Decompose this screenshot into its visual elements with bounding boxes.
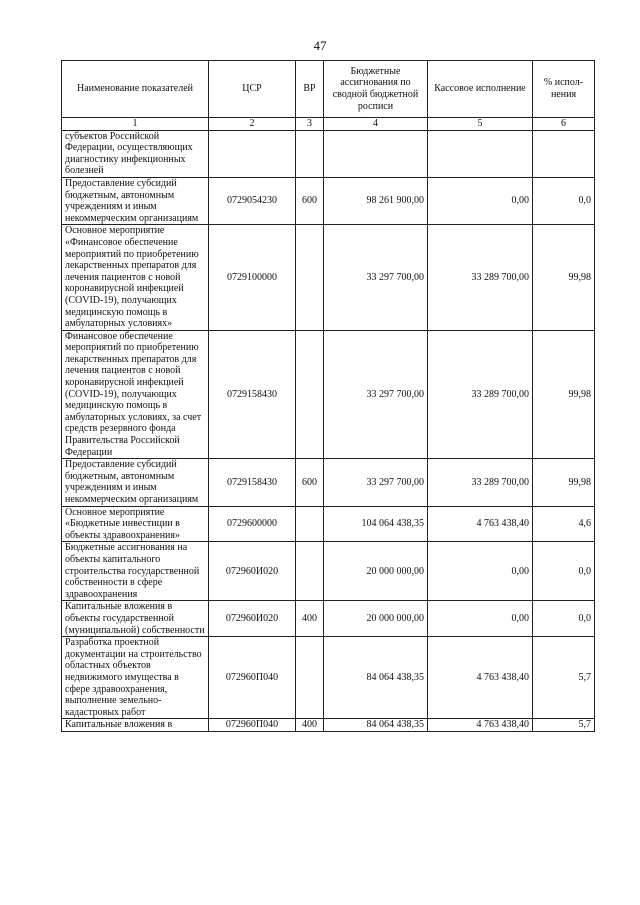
header-name: Наименование показателей <box>62 61 209 118</box>
row-budget: 98 261 900,00 <box>324 177 428 224</box>
row-cash: 0,00 <box>428 542 533 601</box>
row-name: Основное мероприятие «Финансовое обеспечение мероприятий по приобретению лекарственных препаратов для лечения пациентов с новой коронавирусной инфекцией (COVID-19), получающих медицинскую помощь в амбулаторных условиях» <box>62 225 209 330</box>
row-csr: 0729054230 <box>209 177 296 224</box>
row-cash: 0,00 <box>428 177 533 224</box>
table-row <box>62 506 595 542</box>
row-pct <box>533 130 595 177</box>
row-csr: 072960И020 <box>209 542 296 601</box>
column-number: 6 <box>533 118 595 131</box>
row-name: Бюджетные ассигнования на объекты капитального строительства государственной собственности в сфере здравоохранения <box>62 542 209 601</box>
row-name: Финансовое обеспечение мероприятий по приобретению лекарственных препаратов для лечения пациентов с новой коронавирусной инфекцией (COVID-19), получающих медицинскую помощь в амбулаторных условиях, за счет средств резервного фонда Правительства Российской Федерации <box>62 330 209 459</box>
row-vr: 600 <box>296 459 324 506</box>
row-pct: 99,98 <box>533 330 595 459</box>
row-pct: 99,98 <box>533 225 595 330</box>
row-vr <box>296 506 324 542</box>
table-row <box>62 459 595 506</box>
row-vr <box>296 225 324 330</box>
row-vr: 400 <box>296 601 324 637</box>
row-vr <box>296 130 324 177</box>
row-csr: 072960П040 <box>209 719 296 732</box>
table-row <box>62 719 595 732</box>
budget-execution-table <box>61 60 595 732</box>
column-number-row <box>62 118 595 131</box>
table-row <box>62 542 595 601</box>
table-row <box>62 225 595 330</box>
row-cash: 33 289 700,00 <box>428 459 533 506</box>
row-budget: 20 000 000,00 <box>324 601 428 637</box>
header-budget: Бюджетные ассигнования по сводной бюджетной росписи <box>324 61 428 118</box>
row-budget: 84 064 438,35 <box>324 637 428 719</box>
row-name: Предоставление субсидий бюджетным, автономным учреждениям и иным некоммерческим организациям <box>62 177 209 224</box>
row-cash: 33 289 700,00 <box>428 330 533 459</box>
table-row <box>62 601 595 637</box>
column-number: 3 <box>296 118 324 131</box>
table-header-row <box>62 61 595 118</box>
row-csr: 0729158430 <box>209 330 296 459</box>
row-cash: 33 289 700,00 <box>428 225 533 330</box>
row-pct: 99,98 <box>533 459 595 506</box>
row-cash <box>428 130 533 177</box>
header-csr: ЦСР <box>209 61 296 118</box>
table-row <box>62 130 595 177</box>
row-budget: 33 297 700,00 <box>324 459 428 506</box>
row-budget: 104 064 438,35 <box>324 506 428 542</box>
row-budget: 33 297 700,00 <box>324 225 428 330</box>
row-name: Капитальные вложения в <box>62 719 209 732</box>
row-name: Капитальные вложения в объекты государственной (муниципальной) собственности <box>62 601 209 637</box>
row-name: Предоставление субсидий бюджетным, автономным учреждениям и иным некоммерческим организациям <box>62 459 209 506</box>
row-csr <box>209 130 296 177</box>
row-name: субъектов Российской Федерации, осуществляющих диагностику инфекционных болезней <box>62 130 209 177</box>
row-vr <box>296 330 324 459</box>
row-vr <box>296 637 324 719</box>
table-row <box>62 330 595 459</box>
row-vr: 400 <box>296 719 324 732</box>
row-vr: 600 <box>296 177 324 224</box>
row-budget: 84 064 438,35 <box>324 719 428 732</box>
column-number: 2 <box>209 118 296 131</box>
header-vr: ВР <box>296 61 324 118</box>
column-number: 4 <box>324 118 428 131</box>
header-pct: % испол-нения <box>533 61 595 118</box>
row-pct: 0,0 <box>533 601 595 637</box>
row-cash: 4 763 438,40 <box>428 719 533 732</box>
row-vr <box>296 542 324 601</box>
table-row <box>62 637 595 719</box>
row-budget <box>324 130 428 177</box>
page-number: 47 <box>313 38 327 53</box>
row-csr: 072960П040 <box>209 637 296 719</box>
header-cash: Кассовое исполнение <box>428 61 533 118</box>
row-name: Основное мероприятие «Бюджетные инвестиции в объекты здравоохранения» <box>62 506 209 542</box>
column-number: 1 <box>62 118 209 131</box>
row-pct: 4,6 <box>533 506 595 542</box>
row-csr: 0729158430 <box>209 459 296 506</box>
row-name: Разработка проектной документации на строительство областных объектов недвижимого имущества в сфере здравоохранения, выполнение земельно-кадастровых работ <box>62 637 209 719</box>
row-csr: 0729600000 <box>209 506 296 542</box>
row-csr: 072960И020 <box>209 601 296 637</box>
row-cash: 0,00 <box>428 601 533 637</box>
row-budget: 33 297 700,00 <box>324 330 428 459</box>
row-pct: 5,7 <box>533 719 595 732</box>
row-cash: 4 763 438,40 <box>428 506 533 542</box>
table-row <box>62 177 595 224</box>
row-cash: 4 763 438,40 <box>428 637 533 719</box>
row-budget: 20 000 000,00 <box>324 542 428 601</box>
row-pct: 5,7 <box>533 637 595 719</box>
row-pct: 0,0 <box>533 542 595 601</box>
row-pct: 0,0 <box>533 177 595 224</box>
row-csr: 0729100000 <box>209 225 296 330</box>
column-number: 5 <box>428 118 533 131</box>
